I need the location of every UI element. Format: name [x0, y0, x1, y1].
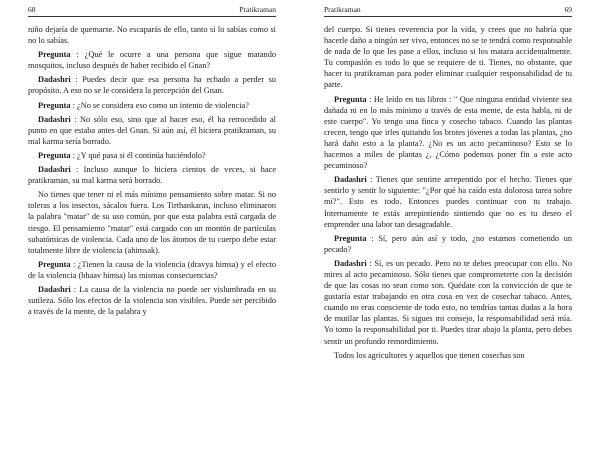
paragraph	[28, 164, 276, 186]
paragraph-text: : ¿Qué le ocurre a una persona que sigue matando mosquitos, incluso después de haber recibido el Gnan?	[28, 50, 276, 71]
paragraph	[324, 258, 572, 347]
running-title: Pratikraman	[324, 5, 361, 14]
paragraph-text: : ¿Tienen la causa de la violencia (dravya himsa) y el efecto de la violencia (bhaav himsa) las mismas consecuencias?	[28, 259, 276, 280]
paragraph-text: : ¿No se considera eso como un intento de violencia?	[70, 100, 249, 110]
left-page	[28, 0, 276, 463]
speaker-label: Dadashri	[334, 258, 367, 268]
left-page-text	[28, 24, 276, 320]
speaker-label: Pregunta	[38, 259, 71, 269]
paragraph-text: : He leído en tus libros : " Que ninguna entidad viviente sea dañada ni en lo más mínimo a través de esta mente, de esta habla, ni de este cuerpo". Yo tengo una finca y cosecho tabaco. Cuando las plantas crecen, tengo que irles quitando los brotes jóvenes a todas las plantas, ¿no hará daño esto a la planta?. ¿No es un acto pecaminoso? Esto se lo hacemos a miles de plantas ¿, ¿Cómo podemos poner fin a este acto pecaminoso?	[324, 94, 572, 171]
paragraph-text: : Tienes que sentirte arrepentido por el hecho. Tienes que sentirlo y sentir lo siguiente: "¿Por qué ha caído esta dolorosa tarea sobre mí?". Esto es todo. Entonces puedes continuar con tu trabajo. Internamente te estás arrepintiendo sintiendo que no es tu deseo el emprender una labor tan desagradable.	[324, 175, 572, 229]
paragraph-text: Todos los agricultores y aquellos que tienen cosechas son	[334, 350, 525, 360]
page-number: 69	[564, 5, 572, 14]
running-title: Pratikraman	[239, 5, 276, 14]
paragraph-text: : Incluso aunque lo hiciera cientos de veces, si hace pratikraman, su mal karma será borrado.	[28, 165, 276, 186]
speaker-label: Pregunta	[334, 233, 367, 243]
paragraph	[28, 150, 276, 161]
paragraph-text: : Sí, pero aún así y todo, ¿no estamos cometiendo un pecado?	[324, 233, 572, 254]
right-page-header	[324, 3, 572, 17]
speaker-label: Pregunta	[334, 94, 367, 104]
speaker-label: Pregunta	[38, 50, 71, 60]
paragraph-text: : Sí, es un pecado. Pero no te debes preocupar con ello. No mires al acto pecaminoso. Sólo tienes que comprometerte con la decisión de que las cosas no sean como son. Quédate con la convicción de que te gustaría estar trabajando en otra cosa en vez de cosechar tabaco. Antes, cuando no eras consciente de todo esto, no tendrías tantas dudas a la hora de mutilar las plantas. Si sigues mi consejo, la responsabilidad será mía. Yo tomo la responsabilidad por ti. Puedes tirar abajo la planta, pero debes sentir un profundo remordimiento.	[324, 258, 572, 346]
paragraph	[324, 94, 572, 172]
paragraph	[28, 74, 276, 96]
paragraph	[28, 259, 276, 281]
paragraph	[324, 174, 572, 229]
speaker-label: Pregunta	[38, 100, 71, 110]
paragraph	[28, 284, 276, 317]
right-page	[324, 0, 572, 463]
paragraph	[28, 49, 276, 71]
paragraph-text: del cuerpo. Si tienes reverencia por la vida, y crees que no habría que hacerle daño a ningún ser vivo, entonces no se te tendrá como responsable de nada de lo que les pase a ellos, incluso si los matara accidentalmente. Tu compasión es todo lo que se requiere de ti. Tienes, no obstante, que hacer tu pratikraman para poder eliminar cualquier responsabilidad de tu parte.	[324, 25, 572, 90]
paragraph-text: : ¿Y qué pasa si él continúa haciéndolo?	[70, 150, 206, 160]
paragraph	[324, 350, 572, 361]
speaker-label: Dadashri	[38, 114, 71, 124]
right-page-text	[324, 24, 572, 364]
paragraph	[324, 24, 572, 91]
speaker-label: Dadashri	[38, 284, 71, 294]
page-number: 68	[28, 5, 36, 14]
left-page-header	[28, 3, 276, 17]
speaker-label: Dadashri	[334, 175, 367, 185]
paragraph	[28, 114, 276, 147]
paragraph	[28, 189, 276, 256]
paragraph-text: : Puedes decir que esa persona ha echado a perder su propósito. A eso no se le considera la percepción del Gnan.	[28, 75, 276, 96]
paragraph	[28, 24, 276, 46]
speaker-label: Dadashri	[38, 165, 71, 175]
paragraph-text: No tienes que tener ni el más mínimo pensamiento sobre matar. Si no toleras a los insectos, sácalos fuera. Los Tirthankaras, incluso eliminaron la palabra "matar" de su uso común, por que esta palabra está cargada de riesgo. El pensamiento "matar" está cargado con un montón de partículas subatómicas de violencia. Cada uno de los átomos de tu cuerpo debe estar totalmente libre de violencia (ahimsak).	[28, 190, 276, 255]
speaker-label: Dadashri	[38, 75, 71, 85]
paragraph-text: niño dejaría de quemarse. No escaparás de ello, tanto si lo sabías como si no lo sabías.	[28, 25, 276, 46]
speaker-label: Pregunta	[38, 150, 71, 160]
paragraph	[28, 100, 276, 111]
paragraph	[324, 233, 572, 255]
paragraph-text: : No sólo eso, sino que al hacer eso, él ha retrocedido al punto en que estaba antes del Gnan. Si aún así, él hiciera pratikraman, su mal karma sería borrado.	[28, 114, 276, 146]
paragraph-text: : La causa de la violencia no puede ser vislumbrada en su sutileza. Sólo los efectos de la violencia son visibles. Puede ser percibido a través de la mente, de la palabra y	[28, 284, 276, 317]
